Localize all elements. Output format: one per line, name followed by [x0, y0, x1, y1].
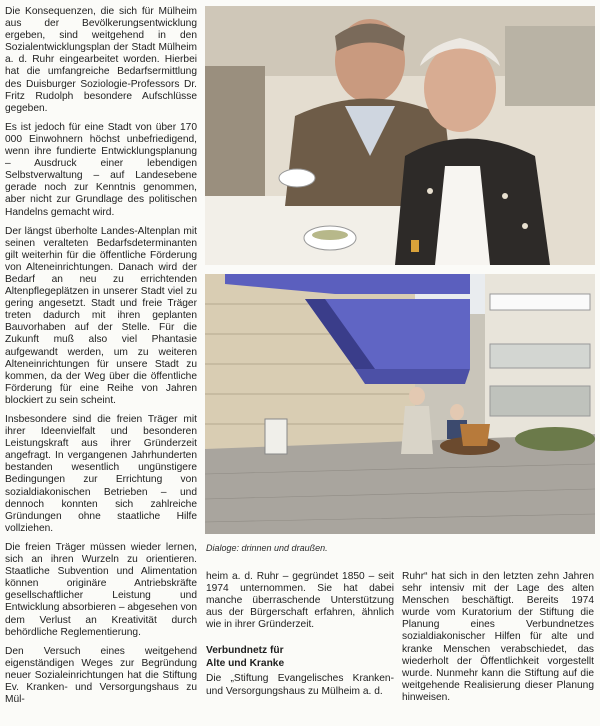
paragraph: Den Versuch eines weitgehend eigenständigen Weges zur Begründung neuer Sozialeinrichtungen hat die Stiftung Ev. Kranken- und Versorgungshaus zu Mül- [5, 645, 197, 706]
paragraph: Es ist jedoch für eine Stadt von über 170 000 Einwohnern höchst unbefriedigend, wenn ihre fundierte Entwicklungsplanung – Ausdruck einer lebendigen Selbstverwaltung – auf Landesebene gerade noch zur Kenntnis genommen, aber nicht zur Grundlage des politischen Handelns gemacht wird. [5, 121, 197, 218]
paragraph: Ruhr“ hat sich in den letzten zehn Jahren sehr intensiv mit der Lage des alten Menschen beschäftigt. Bereits 1974 wurde vom Kuratorium der Stiftung die Planung eines Verbundnetzes sozialdiakonischer Hilfen für alte und kranke Menschen verabschiedet, das wiederholt der Öffentlichkeit vorgestellt wurde. Nunmehr kann die Stiftung auf die weitgehende Realisierung dieser Planung hinweisen. [402, 571, 594, 703]
paragraph: Die „Stiftung Evangelisches Kranken- und Versorgungshaus zu Mülheim a. d. [206, 673, 394, 697]
section-subheading: Verbundnetz für [206, 645, 284, 657]
paragraph: Der längst überholte Landes-Altenplan mit seinen veralteten Bedarfsdeterminanten gilt weiterhin für die öffentliche Förderung von Alteneinrichtungen. Danach wird der Bedarf an neu zu errichtenden Altenpflegeplätzen in unserer Stadt viel zu gering angesetzt. Stadt und freie Träger treten dadurch mit ihren geplanten Bauvorhaben auf der Stelle. Für die Zukunft muß also viel Phantasie aufgewandt werden, um zu weiteren Alteneinrichtungen für unsere Stadt zu kommen, da der Weg über die öffentliche Förderung für eine Reihe von Jahren blockiert zu sein scheint. [5, 225, 197, 406]
paragraph: heim a. d. Ruhr – gegründet 1850 – seit 1974 unternommen. Sie hat dabei manche überraschende Unterstützung aus der Bürgerschaft erfahren, ähnlich wie in ihrer Gründerzeit. [206, 571, 394, 631]
paragraph: Die Konsequenzen, die sich für Mülheim aus der Bevölkerungsentwicklung ergeben, sind weitgehend in den Sozialentwicklungsplan der Stadt Mülheim a. d. Ruhr eingearbeitet worden. Hierbei hat die umfangreiche Bedarfsermittlung des Duisburger Soziologie-Professors Dr. Fritz Rudolph besondere Aufschlüsse gegeben. [5, 6, 197, 114]
left-text-column [5, 6, 197, 713]
photo-caption: Dialoge: drinnen und draußen. [206, 543, 328, 553]
middle-text-column [206, 571, 394, 705]
photo-courtyard-seniors [205, 274, 595, 534]
photo-elderly-couple-eating [205, 6, 595, 265]
right-text-column [402, 571, 594, 711]
paragraph: Die freien Träger müssen wieder lernen, sich an ihren Wurzeln zu orientieren. Staatliche Subvention und Alimentation können originäre Antriebskräfte gesellschaftlicher Leistung und Entwicklung absorbieren – abgesehen von dem Verlust an Kreativität durch behördliche Reglementierung. [5, 541, 197, 638]
section-subheading-line-2: Alte und Kranke [206, 657, 285, 669]
paragraph: Insbesondere sind die freien Träger mit ihrer Ideenvielfalt und besonderen Leistungskraft aus ihrer Gründerzeit angefragt. In vergangenen Jahrhunderten bestanden wesentlich ungünstigere Bedingungen zur Errichtung von sozialdiakonischen Betrieben – und dennoch konnten sich zahlreiche Gründungen ohne staatliche Hilfe vollziehen. [5, 414, 197, 534]
